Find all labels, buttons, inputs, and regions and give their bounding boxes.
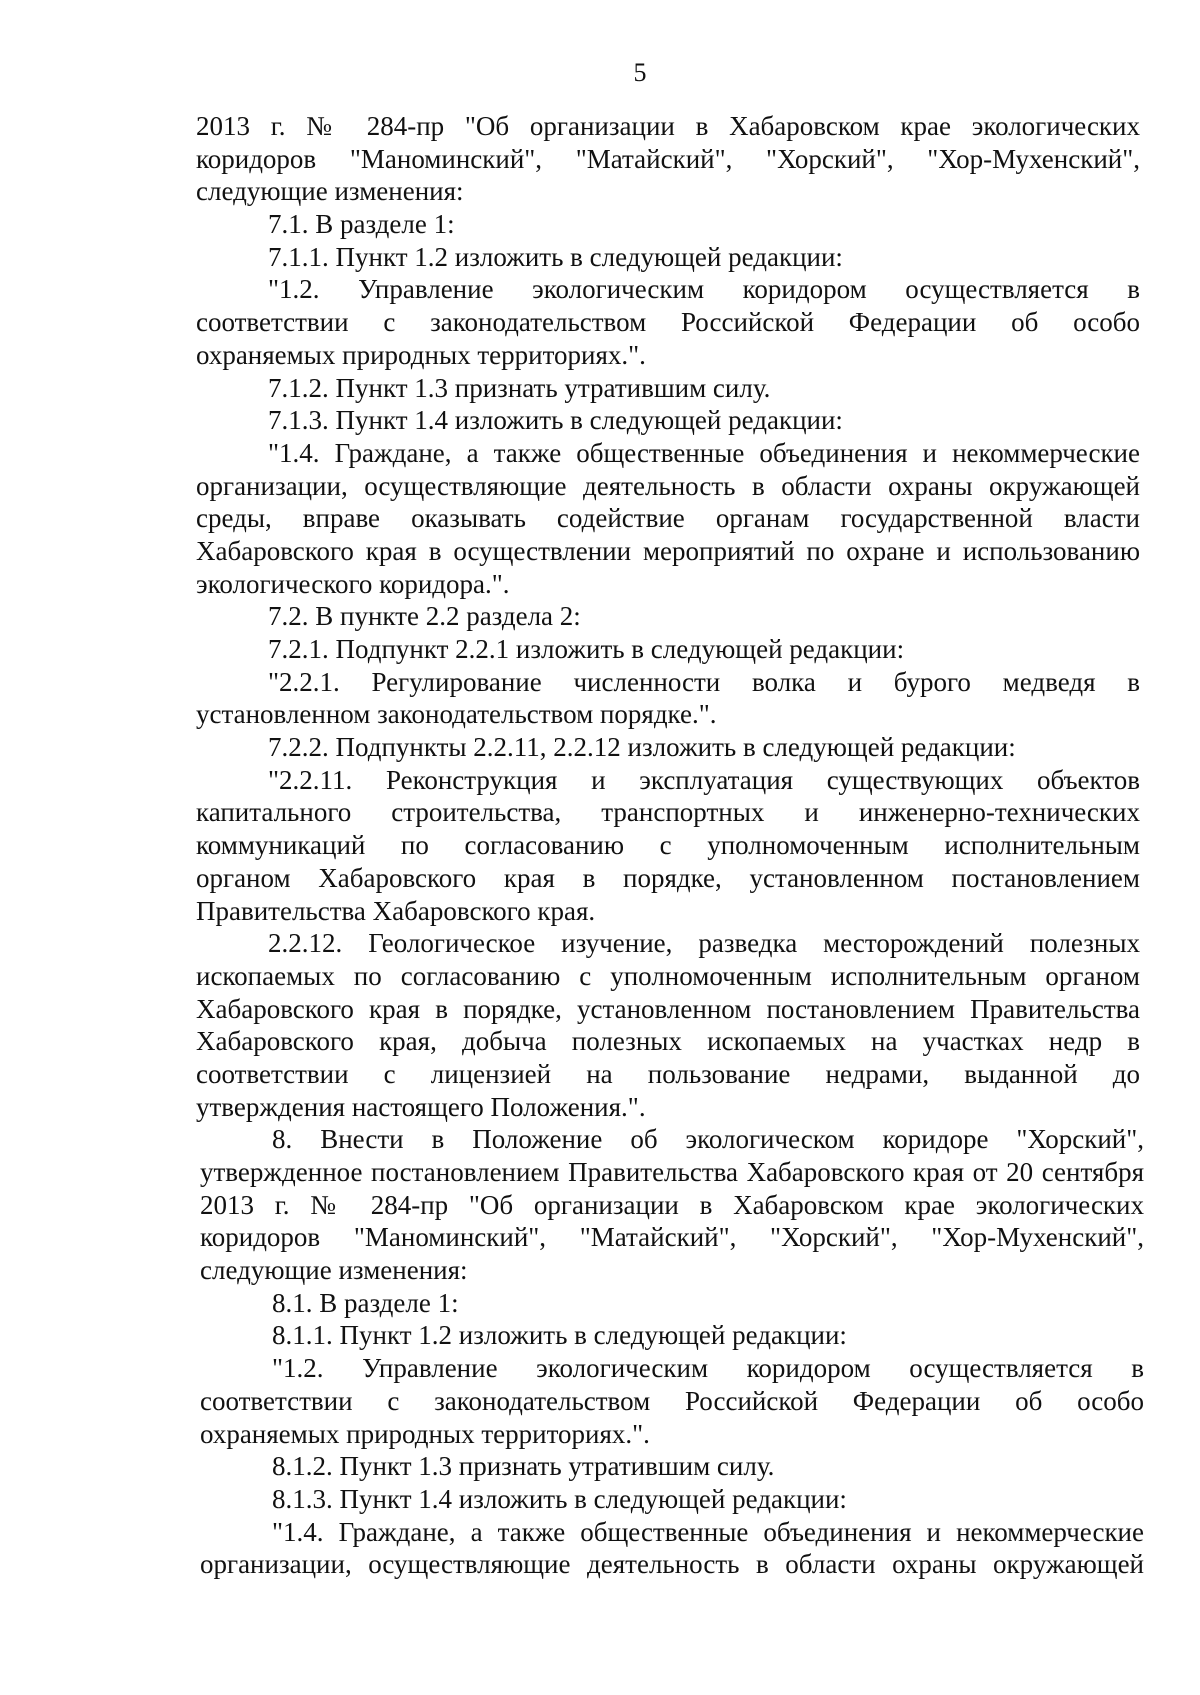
text-line: Хабаровского края, добыча полезных ископаемых на участках недр в [196,1026,1140,1057]
text-line: "1.4. Граждане, а также общественные объединения и некоммерческие [268,437,1140,468]
document-body [0,110,1200,1581]
text-line: Хабаровского края в осуществлении мероприятий по охране и использованию [196,535,1140,566]
text-line: охраняемых природных территориях.". [200,1418,650,1449]
text-line: 7.2. В пункте 2.2 раздела 2: [268,601,581,632]
text-line: капитального строительства, транспортных и инженерно-технических [196,797,1140,828]
text-line: соответствии с законодательством Российской Федерации об особо [200,1385,1144,1416]
text-line: Правительства Хабаровского края. [196,895,596,926]
text-line: ископаемых по согласованию с уполномоченным исполнительным органом [196,960,1140,991]
text-line: органом Хабаровского края в порядке, установленном постановлением [196,862,1140,893]
text-line: коридоров "Маноминский", "Матайский", "Хорский", "Хор-Мухенский", [196,143,1140,174]
text-line: организации, осуществляющие деятельность в области охраны окружающей [196,470,1140,501]
text-line: организации, осуществляющие деятельность в области охраны окружающей [200,1549,1144,1580]
text-line: 7.1. В разделе 1: [268,209,455,240]
text-line: "1.2. Управление экологическим коридором осуществляется в [268,274,1140,305]
text-line: охраняемых природных территориях.". [196,339,646,370]
text-line: 7.2.2. Подпункты 2.2.11, 2.2.12 изложить в следующей редакции: [268,732,1016,763]
text-line: 7.2.1. Подпункт 2.2.1 изложить в следующей редакции: [268,634,905,664]
text-line: установленном законодательством порядке.". [196,699,717,730]
text-line: утвержденное постановлением Правительства Хабаровского края от 20 сентября [200,1157,1144,1187]
page-number: 5 [633,58,647,87]
text-line: среды, вправе оказывать содействие органам государственной власти [196,503,1140,534]
text-line: следующие изменения: [196,176,464,207]
text-line: 8.1.2. Пункт 1.3 признать утратившим силу. [272,1451,775,1482]
text-line: экологического коридора.". [196,568,510,599]
text-line: "2.2.11. Реконструкция и эксплуатация существующих объектов [268,764,1140,795]
text-line: 7.1.1. Пункт 1.2 изложить в следующей редакции: [268,241,843,272]
text-line: коридоров "Маноминский", "Матайский", "Хорский", "Хор-Мухенский", [200,1222,1144,1253]
text-line: 8. Внести в Положение об экологическом коридоре "Хорский", [272,1124,1144,1155]
text-line: 7.1.3. Пункт 1.4 изложить в следующей редакции: [268,405,843,436]
text-line: "1.2. Управление экологическим коридором осуществляется в [272,1353,1144,1384]
text-line: соответствии с лицензией на пользование недрами, выданной до [196,1058,1140,1089]
text-line: 2013 г. № 284-пр "Об организации в Хабаровском крае экологических [196,111,1140,141]
text-line: 7.1.2. Пункт 1.3 признать утратившим силу. [268,372,771,403]
text-line: 8.1.3. Пункт 1.4 изложить в следующей редакции: [272,1483,847,1514]
text-line: "2.2.1. Регулирование численности волка и бурого медведя в [268,666,1140,697]
text-line: соответствии с законодательством Российской Федерации об особо [196,307,1140,338]
text-line: 2013 г. № 284-пр "Об организации в Хабаровском крае экологических [200,1189,1144,1220]
text-line: "1.4. Граждане, а также общественные объединения и некоммерческие [272,1516,1144,1547]
text-line: утверждения настоящего Положения.". [196,1091,646,1122]
text-line: следующие изменения: [200,1255,468,1286]
text-line: 2.2.12. Геологическое изучение, разведка месторождений полезных [268,928,1140,959]
text-line: 8.1. В разделе 1: [272,1287,459,1318]
text-line: Хабаровского края в порядке, установленном постановлением Правительства [196,993,1140,1024]
text-line: 8.1.1. Пункт 1.2 изложить в следующей редакции: [272,1320,847,1351]
text-line: коммуникаций по согласованию с уполномоченным исполнительным [196,830,1140,861]
